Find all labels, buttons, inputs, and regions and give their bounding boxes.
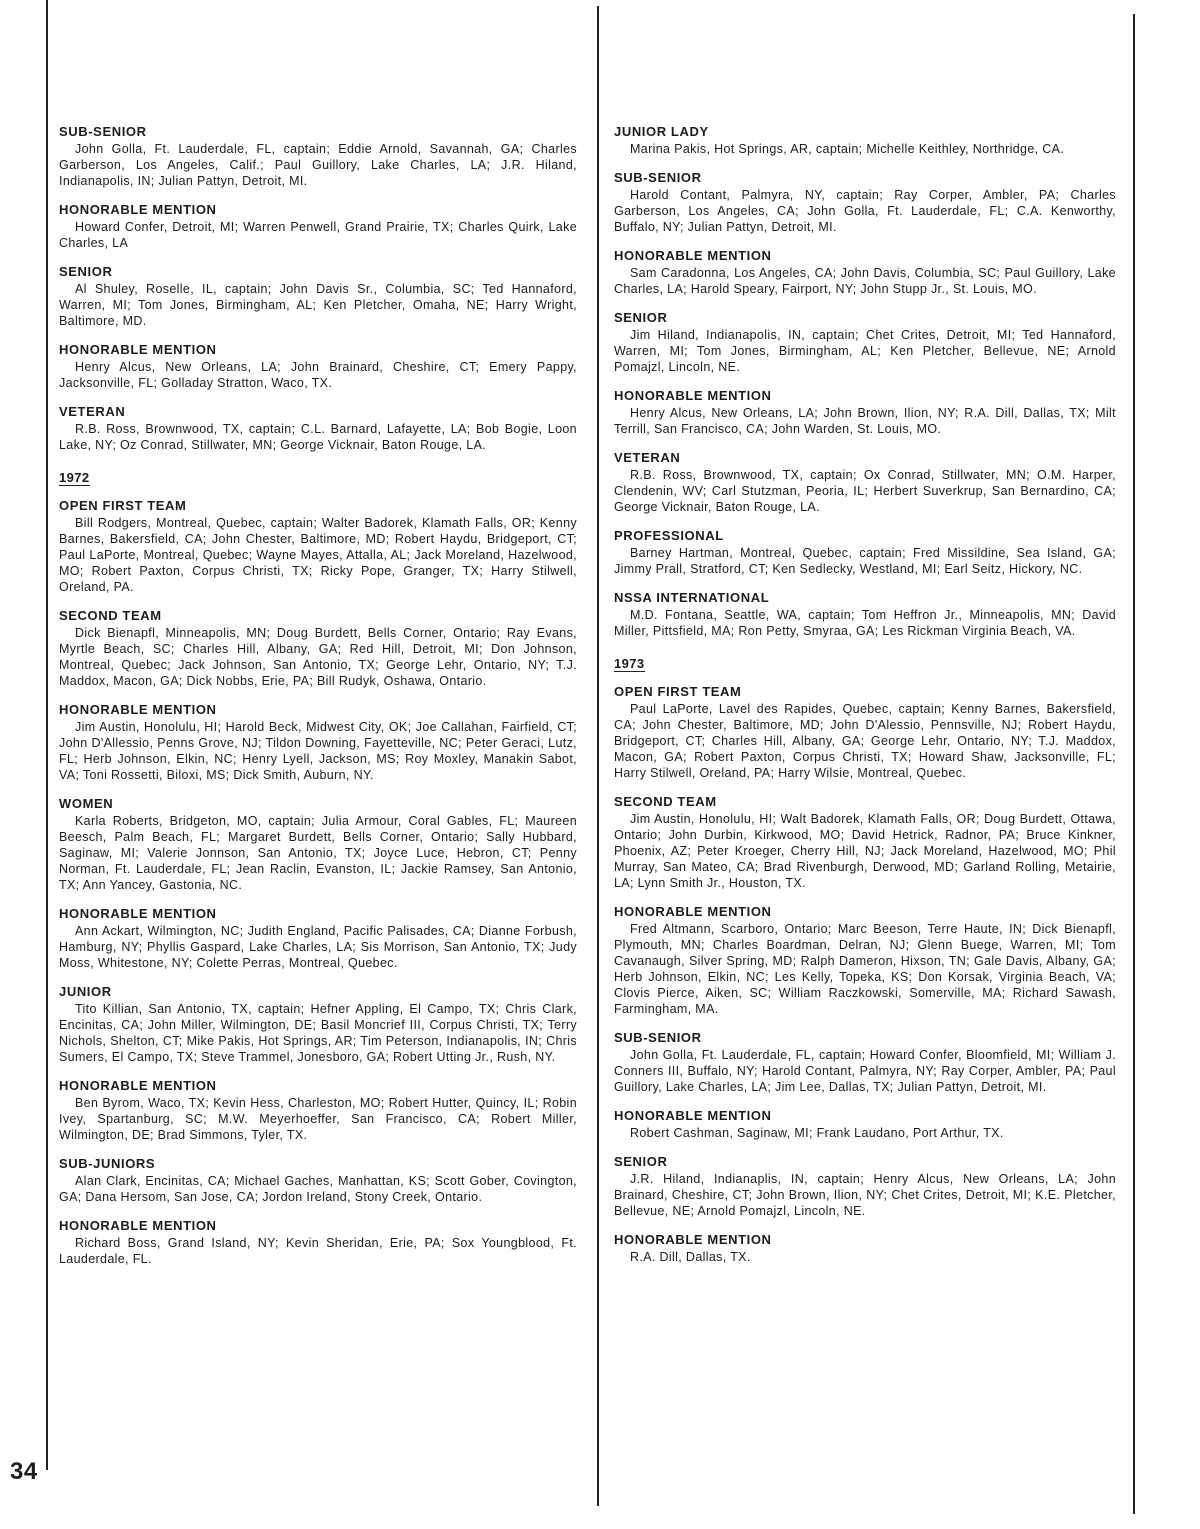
section-heading: HONORABLE MENTION [614, 388, 772, 403]
roster-section [614, 1030, 1116, 1095]
section-roster-text: Howard Confer, Detroit, MI; Warren Penwell, Grand Prairie, TX; Charles Quirk, Lake Charles, LA [59, 220, 577, 250]
roster-section [59, 1156, 577, 1205]
section-heading: SECOND TEAM [614, 794, 717, 809]
section-roster-text: Paul LaPorte, Lavel des Rapides, Quebec, captain; Kenny Barnes, Bakersfield, CA; John Chester, Baltimore, MD; John D'Alessio, Pennsville, NJ; Robert Haydu, Bridgeport, CT; Charles Hill, Albany, GA; George Lehr, Ontario, NY; T.J. Maddox, Macon, GA; Robert Paxton, Corpus Christi, TX; Howard Shaw, Jacksonville, FL; Harry Stilwell, Oreland, PA; Harry Wilsie, Montreal, Quebec. [614, 702, 1116, 780]
section-roster-text: Ann Ackart, Wilmington, NC; Judith England, Pacific Palisades, CA; Dianne Forbush, Hamburg, NY; Phyllis Gaspard, Lake Charles, LA; Sis Morrison, San Antonio, TX; Judy Moss, Whitestone, NY; Colette Perras, Montreal, Quebec. [59, 924, 577, 970]
section-roster-text: Jim Austin, Honolulu, HI; Harold Beck, Midwest City, OK; Joe Callahan, Fairfield, CT; John D'Allessio, Penns Grove, NJ; Tildon Downing, Fayetteville, NC; Peter Geraci, Lutz, FL; Herb Johnson, Elkin, NC; Henry Lyell, Jackson, MS; Roy Moxley, Manakin Sabot, VA; Toni Rossetti, Biloxi, MS; Dick Smith, Auburn, NY. [59, 720, 577, 782]
section-roster-text: Ben Byrom, Waco, TX; Kevin Hess, Charleston, MO; Robert Hutter, Quincy, IL; Robin Ivey, Spartanburg, SC; M.W. Meyerhoeffer, San Francisco, CA; Robert Miller, Wilmington, DE; Brad Simmons, Tyler, TX. [59, 1096, 577, 1142]
section-roster-text: Bill Rodgers, Montreal, Quebec, captain; Walter Badorek, Klamath Falls, OR; Kenny Barnes, Bakersfield, CA; John Chester, Baltimore, MD; Robert Haydu, Bridgeport, CT; Paul LaPorte, Montreal, Quebec; Wayne Mayes, Attalla, AL; Jack Moreland, Hazelwood, MO; Robert Paxton, Corpus Christi, TX; Ricky Pope, Granger, TX; Harry Stilwell, Oreland, PA. [59, 516, 577, 594]
section-heading: NSSA INTERNATIONAL [614, 590, 770, 605]
section-roster-text: Jim Hiland, Indianapolis, IN, captain; Chet Crites, Detroit, MI; Ted Hannaford, Warren, MI; Tom Jones, Birmingham, AL; Ken Pletcher, Bellevue, NE; Arnold Pomajzl, Lincoln, NE. [614, 328, 1116, 374]
roster-section [614, 794, 1116, 891]
section-roster-text: Karla Roberts, Bridgeton, MO, captain; Julia Armour, Coral Gables, FL; Maureen Beesch, Palm Beach, FL; Margaret Burdett, Bells Corner, Ontario; Sally Hubbard, Saginaw, MI; Valerie Jonnson, San Antonio, TX; Joyce Luce, Hebron, CT; Penny Norman, Ft. Lauderdale, FL; Jean Raclin, Evanston, IL; Jackie Ramsey, San Antonio, TX; Ann Yancey, Gastonia, NC. [59, 814, 577, 892]
section-heading: SENIOR [614, 1154, 668, 1169]
section-heading: HONORABLE MENTION [614, 248, 772, 263]
roster-section [614, 528, 1116, 577]
section-heading: OPEN FIRST TEAM [614, 684, 742, 699]
section-heading: HONORABLE MENTION [59, 1218, 217, 1233]
section-heading: HONORABLE MENTION [59, 202, 217, 217]
year-heading: 1973 [614, 656, 645, 671]
section-heading: HONORABLE MENTION [614, 1108, 772, 1123]
section-heading: SUB-SENIOR [614, 1030, 702, 1045]
section-heading: VETERAN [59, 404, 126, 419]
section-heading: PROFESSIONAL [614, 528, 724, 543]
section-heading: HONORABLE MENTION [614, 1232, 772, 1247]
section-heading: HONORABLE MENTION [59, 906, 217, 921]
section-roster-text: Barney Hartman, Montreal, Quebec, captain; Fred Missildine, Sea Island, GA; Jimmy Prall, Stratford, CT; Ken Sedlecky, Westland, MI; Earl Seitz, Hickory, NC. [614, 546, 1116, 576]
roster-section [59, 202, 577, 251]
roster-section [59, 1078, 577, 1143]
section-roster-text: John Golla, Ft. Lauderdale, FL, captain; Eddie Arnold, Savannah, GA; Charles Garberson, Los Angeles, Calif.; Paul Guillory, Lake Charles, LA; J.R. Hiland, Indianapolis, IN; Julian Pattyn, Detroit, MI. [59, 142, 577, 188]
section-heading: SUB-JUNIORS [59, 1156, 156, 1171]
section-heading: SENIOR [59, 264, 113, 279]
section-roster-text: Dick Bienapfl, Minneapolis, MN; Doug Burdett, Bells Corner, Ontario; Ray Evans, Myrtle Beach, SC; Charles Hill, Albany, GA; Red Hill, Detroit, MI; Don Johnson, Montreal, Quebec; Jack Johnson, San Antonio, TX; George Lehr, Ontario, NY; T.J. Maddox, Macon, GA; Dick Nobbs, Erie, PA; Bill Rudyk, Oshawa, Ontario. [59, 626, 577, 688]
section-roster-text: Tito Killian, San Antonio, TX, captain; Hefner Appling, El Campo, TX; Chris Clark, Encinitas, CA; John Miller, Wilmington, DE; Basil Moncrief III, Corpus Christi, TX; Terry Nichols, Shelton, CT; Mike Pakis, Hot Springs, AR; Tim Peterson, Indianapolis, IN; Chris Sumers, El Campo, TX; Steve Trammel, Jonesboro, GA; Robert Utting Jr., Rush, NY. [59, 1002, 577, 1064]
section-heading: JUNIOR [59, 984, 112, 999]
roster-section [59, 1218, 577, 1267]
roster-section [59, 608, 577, 689]
roster-section [614, 450, 1116, 515]
roster-section [59, 702, 577, 783]
roster-section [59, 342, 577, 391]
section-heading: WOMEN [59, 796, 114, 811]
roster-section [614, 310, 1116, 375]
roster-section [614, 1232, 1116, 1265]
roster-section [614, 388, 1116, 437]
section-roster-text: Sam Caradonna, Los Angeles, CA; John Davis, Columbia, SC; Paul Guillory, Lake Charles, LA; Harold Speary, Fairport, NY; John Stupp Jr., St. Louis, MO. [614, 266, 1116, 296]
section-heading: HONORABLE MENTION [614, 904, 772, 919]
roster-section [614, 684, 1116, 781]
section-heading: SECOND TEAM [59, 608, 162, 623]
section-heading: SUB-SENIOR [614, 170, 702, 185]
year-heading: 1972 [59, 470, 90, 485]
section-roster-text: R.A. Dill, Dallas, TX. [630, 1250, 751, 1264]
section-heading: HONORABLE MENTION [59, 1078, 217, 1093]
left-margin-rule [46, 0, 48, 1470]
section-roster-text: Alan Clark, Encinitas, CA; Michael Gaches, Manhattan, KS; Scott Gober, Covington, GA; Dana Hersom, San Jose, CA; Jordon Ireland, Stony Creek, Ontario. [59, 1174, 577, 1204]
section-heading: VETERAN [614, 450, 681, 465]
left-column [59, 124, 577, 1280]
roster-section [614, 590, 1116, 639]
right-margin-rule [1133, 14, 1135, 1514]
roster-section [614, 170, 1116, 235]
section-roster-text: John Golla, Ft. Lauderdale, FL, captain; Howard Confer, Bloomfield, MI; William J. Conners III, Buffalo, NY; Harold Contant, Palmyra, NY; Ray Corper, Ambler, PA; Paul Guillory, Lake Charles, LA; Jim Lee, Dallas, TX; Julian Pattyn, Detroit, MI. [614, 1048, 1116, 1094]
section-roster-text: R.B. Ross, Brownwood, TX, captain; C.L. Barnard, Lafayette, LA; Bob Bogie, Loon Lake, NY; Oz Conrad, Stillwater, MN; George Vicknair, Baton Rouge, LA. [59, 422, 577, 452]
section-heading: SENIOR [614, 310, 668, 325]
section-roster-text: Robert Cashman, Saginaw, MI; Frank Laudano, Port Arthur, TX. [630, 1126, 1004, 1140]
section-heading: JUNIOR LADY [614, 124, 709, 139]
section-roster-text: J.R. Hiland, Indianaplis, IN, captain; Henry Alcus, New Orleans, LA; John Brainard, Cheshire, CT; John Brown, Ilion, NY; Chet Crites, Detroit, MI; K.E. Pletcher, Bellevue, NE; Arnold Pomajzl, Lincoln, NE. [614, 1172, 1116, 1218]
section-roster-text: Jim Austin, Honolulu, HI; Walt Badorek, Klamath Falls, OR; Doug Burdett, Ottawa, Ontario; John Durbin, Kirkwood, MO; David Hetrick, Radnor, PA; Bruce Kinkner, Phoenix, AZ; Peter Kroeger, Cherry Hill, NJ; Jack Moreland, Hazelwood, MO; Phil Murray, San Mateo, CA; Brad Rivenburgh, Derwood, MD; Garland Rolling, Metairie, LA; Lynn Smith Jr., Houston, TX. [614, 812, 1116, 890]
roster-section [614, 1154, 1116, 1219]
section-heading: HONORABLE MENTION [59, 342, 217, 357]
section-heading: SUB-SENIOR [59, 124, 147, 139]
roster-section [59, 498, 577, 595]
roster-section [59, 906, 577, 971]
section-roster-text: Richard Boss, Grand Island, NY; Kevin Sheridan, Erie, PA; Sox Youngblood, Ft. Lauderdale, FL. [59, 1236, 577, 1266]
roster-section [614, 1108, 1116, 1141]
roster-section [59, 404, 577, 453]
section-heading: OPEN FIRST TEAM [59, 498, 187, 513]
roster-section [59, 264, 577, 329]
section-roster-text: Henry Alcus, New Orleans, LA; John Brown, Ilion, NY; R.A. Dill, Dallas, TX; Milt Terrill, San Francisco, CA; John Warden, St. Louis, MO. [614, 406, 1116, 436]
column-divider-rule [597, 6, 599, 1506]
roster-section [614, 124, 1116, 157]
roster-section [614, 248, 1116, 297]
right-column [614, 124, 1116, 1278]
roster-section [59, 124, 577, 189]
section-roster-text: Marina Pakis, Hot Springs, AR, captain; Michelle Keithley, Northridge, CA. [630, 142, 1065, 156]
roster-section [59, 796, 577, 893]
section-roster-text: M.D. Fontana, Seattle, WA, captain; Tom Heffron Jr., Minneapolis, MN; David Miller, Pittsfield, MA; Ron Petty, Smyraa, GA; Les Rickman Virginia Beach, VA. [614, 608, 1116, 638]
section-roster-text: Harold Contant, Palmyra, NY, captain; Ray Corper, Ambler, PA; Charles Garberson, Los Angeles, CA; John Golla, Ft. Lauderdale, FL; C.A. Kenworthy, Buffalo, NY; Julian Pattyn, Detroit, MI. [614, 188, 1116, 234]
section-roster-text: Henry Alcus, New Orleans, LA; John Brainard, Cheshire, CT; Emery Pappy, Jacksonville, FL; Golladay Stratton, Waco, TX. [59, 360, 577, 390]
section-roster-text: Al Shuley, Roselle, IL, captain; John Davis Sr., Columbia, SC; Ted Hannaford, Warren, MI; Tom Jones, Birmingham, AL; Ken Pletcher, Omaha, NE; Harry Wright, Baltimore, MD. [59, 282, 577, 328]
section-roster-text: R.B. Ross, Brownwood, TX, captain; Ox Conrad, Stillwater, MN; O.M. Harper, Clendenin, WV; Carl Stutzman, Peoria, IL; Herbert Suverkrup, San Bernardino, CA; George Vicknair, Baton Rouge, LA. [614, 468, 1116, 514]
roster-section [59, 984, 577, 1065]
page-number: 34 [10, 1458, 38, 1485]
section-heading: HONORABLE MENTION [59, 702, 217, 717]
roster-section [614, 904, 1116, 1017]
section-roster-text: Fred Altmann, Scarboro, Ontario; Marc Beeson, Terre Haute, IN; Dick Bienapfl, Plymouth, MN; Charles Boardman, Delran, NJ; Glenn Buege, Warren, MI; Tom Cavanaugh, Silver Spring, MD; Ralph Dameron, Hixson, TN; Gale Davis, Albany, GA; Herb Johnson, Elkin, NC; Les Kelly, Topeka, KS; Don Korsak, Virginia Beach, VA; Clovis Pierce, Aiken, SC; William Raczkowski, Somerville, MA; Richard Sawash, Farmingham, MA. [614, 922, 1116, 1016]
